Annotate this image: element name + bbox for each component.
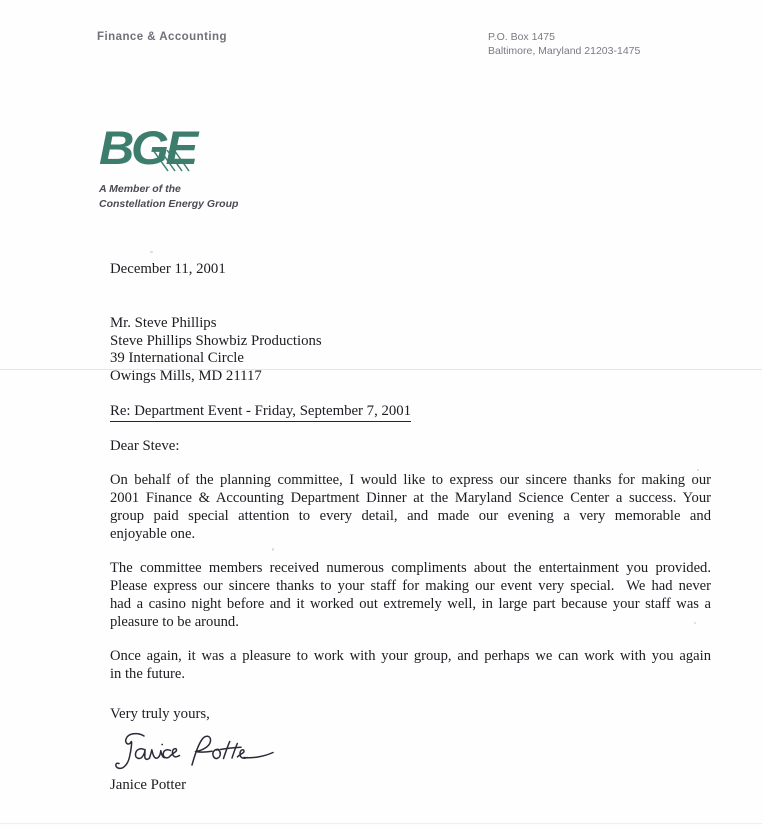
letter-salutation: Dear Steve: <box>110 438 180 454</box>
recipient-line-1: Mr. Steve Phillips <box>110 315 217 331</box>
letterhead-department: Finance & Accounting <box>97 31 227 43</box>
logo-speed-stripes-icon <box>151 150 211 174</box>
bge-wordmark: BGE <box>99 121 195 174</box>
bge-logo-block <box>99 121 359 210</box>
paragraph-line: Please express our sincere thanks to your staff for making our event very special. We had never <box>110 578 711 594</box>
letter-paragraph <box>110 471 711 543</box>
scan-artifact-line-bottom <box>0 823 762 824</box>
letter-paragraph <box>110 559 711 631</box>
recipient-line-2: Steve Phillips Showbiz Productions <box>110 332 322 349</box>
logo-tagline <box>99 182 238 211</box>
paragraph-line: 2001 Finance & Accounting Department Dinner at the Maryland Science Center a success. Your <box>110 490 711 506</box>
paragraph-line: had a casino night before and it worked out extremely well, in large part because your staff was a <box>110 596 711 612</box>
bge-logo-mark <box>99 121 249 174</box>
letter-subject-line: Re: Department Event - Friday, September 7, 2001 <box>110 403 411 422</box>
recipient-line-4: Owings Mills, MD 21117 <box>110 367 262 384</box>
return-address-line-1: P.O. Box 1475 <box>488 31 555 43</box>
recipient-address-block <box>110 315 322 385</box>
tagline-line-1: A Member of the <box>99 183 181 195</box>
recipient-line-3: 39 International Circle <box>110 350 244 367</box>
paragraph-line: group paid special attention to every detail, and made our evening a very memorable and <box>110 508 711 524</box>
paragraph-line: On behalf of the planning committee, I would like to express our sincere thanks for making our <box>110 472 711 488</box>
paragraph-line: in the future. <box>110 666 185 682</box>
scan-speck <box>150 251 153 253</box>
paragraph-line: The committee members received numerous compliments about the entertainment you provided. <box>110 560 711 576</box>
letterhead-return-address <box>488 30 640 58</box>
tagline-line-2: Constellation Energy Group <box>99 197 239 210</box>
paragraph-line: pleasure to be around. <box>110 614 239 630</box>
paragraph-line: enjoyable one. <box>110 526 196 542</box>
return-address-line-2: Baltimore, Maryland 21203-1475 <box>488 45 641 57</box>
letter-date: December 11, 2001 <box>110 261 226 277</box>
paragraph-line: Once again, it was a pleasure to work with your group, and perhaps we can work with you again <box>110 648 711 664</box>
handwritten-signature <box>108 731 293 775</box>
signer-name: Janice Potter <box>110 777 187 793</box>
letter-closing: Very truly yours, <box>110 706 210 722</box>
scan-speck <box>272 548 274 551</box>
letter-paragraph <box>110 647 711 683</box>
